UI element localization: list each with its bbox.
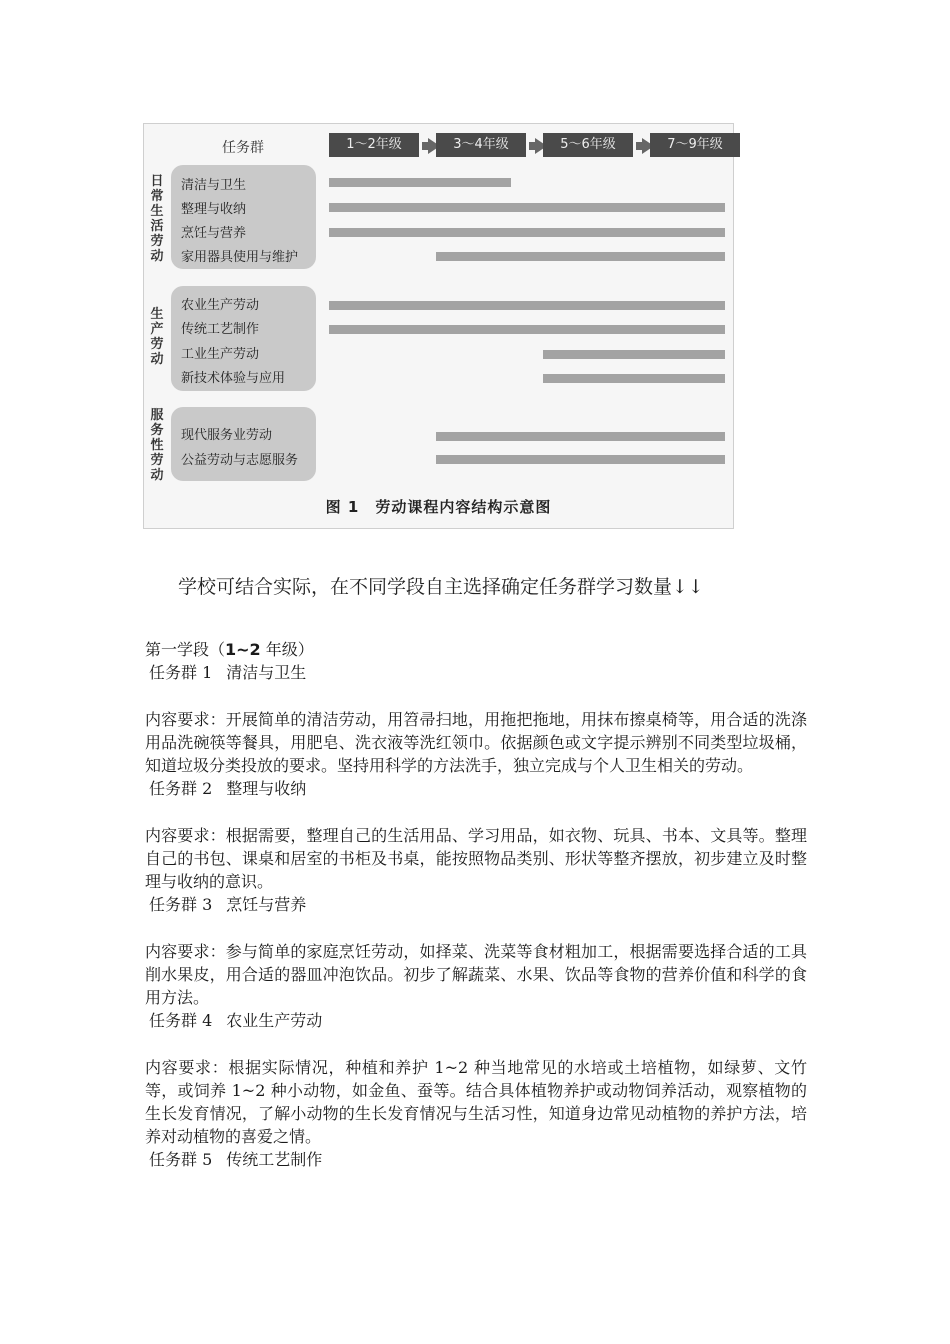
task-name: 整理与收纳 <box>226 779 307 798</box>
task-label: 清洁与卫生 <box>181 178 247 193</box>
task-content: 内容要求：开展简单的清洁劳动，用笤帚扫地，用拖把拖地，用抹布擦桌椅等，用合适的洗涤用品洗碗筷等餐具，用肥皂、洗衣液等洗红领巾。依据颜色或文字提示辨别不同类型垃圾桶，知道垃圾分类投放的要求。坚持用科学的方法洗手，独立完成与个人卫生相关的劳动。 <box>145 710 807 775</box>
task-number: 任务群 4 <box>149 1011 213 1030</box>
figure-title: 劳动课程内容结构示意图 <box>375 498 552 516</box>
grade-bar <box>436 252 725 261</box>
grade-bar <box>329 301 725 310</box>
grade-5-6: 5～6年级 <box>543 133 633 157</box>
figure-number: 图 1 <box>325 498 360 516</box>
task-number: 任务群 3 <box>149 895 213 914</box>
task-content: 内容要求：参与简单的家庭烹饪劳动，如择菜、洗菜等食材粗加工，根据需要选择合适的工具削水果皮，用合适的器皿冲泡饮品。初步了解蔬菜、水果、饮品等食物的营养价值和科学的食用方法。 <box>145 942 807 1007</box>
task-heading <box>145 893 807 916</box>
grade-bar <box>436 432 725 441</box>
grade-bar <box>329 178 511 187</box>
task-name: 农业生产劳动 <box>226 1011 323 1030</box>
figure-caption <box>144 496 733 517</box>
grade-bar <box>329 228 725 237</box>
task-heading <box>145 1148 807 1171</box>
task-label: 公益劳动与志愿服务 <box>181 453 299 468</box>
category-label-production: 生产劳动 <box>150 307 164 367</box>
task-label: 新技术体验与应用 <box>181 371 286 386</box>
course-structure-figure <box>143 123 734 529</box>
task-label: 传统工艺制作 <box>181 322 260 337</box>
task-content: 内容要求：根据需要，整理自己的生活用品、学习用品，如衣物、玩具、书本、文具等。整理自己的书包、课桌和居室的书柜及书桌，能按照物品类别、形状等整齐摆放，初步建立及时整理与收纳的意识。 <box>145 826 807 891</box>
document-body <box>145 638 807 1171</box>
task-name: 传统工艺制作 <box>226 1150 323 1169</box>
category-label-service: 服务性劳动 <box>150 408 164 483</box>
task-name: 清洁与卫生 <box>226 663 307 682</box>
task-label: 整理与收纳 <box>181 202 247 217</box>
grade-bar <box>543 374 725 383</box>
grade-bar <box>436 455 725 464</box>
subtitle: 学校可结合实际，在不同学段自主选择确定任务群学习数量↓↓ <box>178 576 704 598</box>
category-label-daily: 日常生活劳动 <box>150 174 164 264</box>
task-heading <box>145 1009 807 1032</box>
task-heading <box>145 777 807 800</box>
grade-1-2: 1～2年级 <box>329 133 419 157</box>
stage-range: 1~2 <box>225 640 261 659</box>
grade-bar <box>543 350 725 359</box>
grade-3-4: 3～4年级 <box>436 133 526 157</box>
task-label: 烹饪与营养 <box>181 226 247 241</box>
task-label: 现代服务业劳动 <box>181 428 273 443</box>
grade-bar <box>329 325 725 334</box>
task-label: 农业生产劳动 <box>181 298 260 313</box>
task-number: 任务群 5 <box>149 1150 213 1169</box>
task-number: 任务群 2 <box>149 779 213 798</box>
task-content: 内容要求：根据实际情况，种植和养护 1~2 种当地常见的水培或土培植物，如绿萝、文竹等，或饲养 1~2 种小动物，如金鱼、蚕等。结合具体植物养护或动物饲养活动，观察植物的生长发育情况，了解小动物的生长发育情况与生活习性，知道身边常见动植物的养护方法，培养对动植物的喜爱之情。 <box>145 1058 807 1146</box>
task-label: 工业生产劳动 <box>181 347 260 362</box>
task-heading <box>145 661 807 684</box>
task-number: 任务群 1 <box>149 663 213 682</box>
task-group-header: 任务群 <box>222 140 264 156</box>
grade-bar <box>329 203 725 212</box>
task-name: 烹饪与营养 <box>226 895 307 914</box>
task-label: 家用器具使用与维护 <box>181 250 299 265</box>
stage-heading <box>145 638 807 661</box>
stage-suffix: 年级） <box>260 640 314 659</box>
stage-prefix: 第一学段（ <box>145 640 226 659</box>
grade-7-9: 7～9年级 <box>650 133 740 157</box>
category-box-service <box>171 407 316 481</box>
